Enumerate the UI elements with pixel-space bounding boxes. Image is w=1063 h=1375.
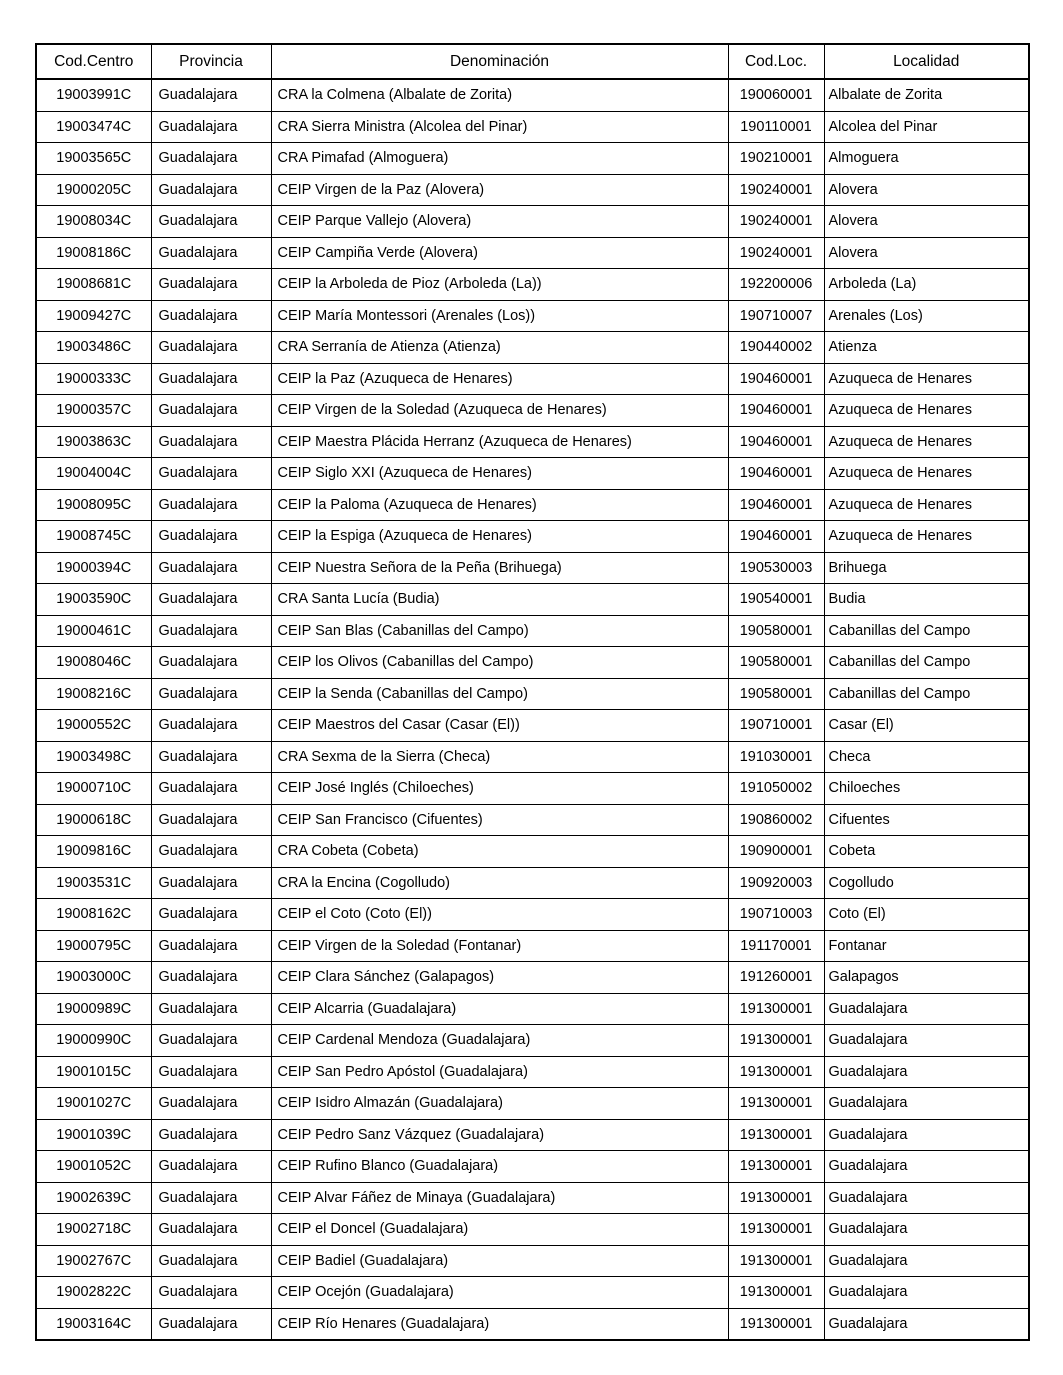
- header-cod-centro: Cod.Centro: [36, 44, 151, 79]
- cell-denominacion: CRA Serranía de Atienza (Atienza): [271, 332, 728, 364]
- cell-provincia: Guadalajara: [151, 1088, 271, 1120]
- cell-denominacion: CEIP Nuestra Señora de la Peña (Brihuega): [271, 552, 728, 584]
- cell-localidad: Guadalajara: [824, 1182, 1029, 1214]
- cell-denominacion: CEIP Virgen de la Paz (Alovera): [271, 174, 728, 206]
- cell-provincia: Guadalajara: [151, 773, 271, 805]
- cell-localidad: Alcolea del Pinar: [824, 111, 1029, 143]
- cell-cod-centro: 19001015C: [36, 1056, 151, 1088]
- cell-cod-centro: 19004004C: [36, 458, 151, 490]
- cell-cod-centro: 19000795C: [36, 930, 151, 962]
- cell-localidad: Arenales (Los): [824, 300, 1029, 332]
- cell-provincia: Guadalajara: [151, 458, 271, 490]
- table-row: [36, 1119, 1029, 1151]
- cell-cod-centro: 19000205C: [36, 174, 151, 206]
- table-row: [36, 237, 1029, 269]
- cell-denominacion: CEIP Virgen de la Soledad (Azuqueca de Henares): [271, 395, 728, 427]
- cell-denominacion: CEIP la Espiga (Azuqueca de Henares): [271, 521, 728, 553]
- cell-cod-loc: 191170001: [728, 930, 824, 962]
- cell-localidad: Atienza: [824, 332, 1029, 364]
- cell-cod-centro: 19003498C: [36, 741, 151, 773]
- cell-cod-centro: 19009816C: [36, 836, 151, 868]
- table-row: [36, 489, 1029, 521]
- table-row: [36, 930, 1029, 962]
- cell-provincia: Guadalajara: [151, 363, 271, 395]
- cell-denominacion: CEIP Rufino Blanco (Guadalajara): [271, 1151, 728, 1183]
- cell-provincia: Guadalajara: [151, 489, 271, 521]
- cell-denominacion: CRA la Encina (Cogolludo): [271, 867, 728, 899]
- cell-cod-loc: 190460001: [728, 458, 824, 490]
- cell-cod-centro: 19000394C: [36, 552, 151, 584]
- cell-cod-centro: 19001052C: [36, 1151, 151, 1183]
- table-row: [36, 804, 1029, 836]
- header-denominacion: Denominación: [271, 44, 728, 79]
- cell-cod-centro: 19008095C: [36, 489, 151, 521]
- cell-cod-loc: 190580001: [728, 615, 824, 647]
- cell-cod-centro: 19003474C: [36, 111, 151, 143]
- table-row: [36, 1182, 1029, 1214]
- table-row: [36, 647, 1029, 679]
- table-row: [36, 1214, 1029, 1246]
- cell-provincia: Guadalajara: [151, 395, 271, 427]
- table-row: [36, 363, 1029, 395]
- cell-cod-loc: 191030001: [728, 741, 824, 773]
- cell-denominacion: CEIP Campiña Verde (Alovera): [271, 237, 728, 269]
- cell-cod-loc: 190110001: [728, 111, 824, 143]
- cell-cod-loc: 190580001: [728, 647, 824, 679]
- cell-cod-centro: 19000990C: [36, 1025, 151, 1057]
- table-row: [36, 395, 1029, 427]
- cell-denominacion: CEIP Río Henares (Guadalajara): [271, 1308, 728, 1340]
- cell-cod-centro: 19000461C: [36, 615, 151, 647]
- cell-cod-loc: 191300001: [728, 1151, 824, 1183]
- cell-cod-loc: 190460001: [728, 395, 824, 427]
- cell-denominacion: CEIP Maestros del Casar (Casar (El)): [271, 710, 728, 742]
- table-row: [36, 1245, 1029, 1277]
- cell-localidad: Coto (El): [824, 899, 1029, 931]
- cell-localidad: Casar (El): [824, 710, 1029, 742]
- cell-cod-loc: 190460001: [728, 521, 824, 553]
- cell-cod-centro: 19003863C: [36, 426, 151, 458]
- cell-denominacion: CEIP San Blas (Cabanillas del Campo): [271, 615, 728, 647]
- cell-provincia: Guadalajara: [151, 552, 271, 584]
- table-row: [36, 1151, 1029, 1183]
- cell-provincia: Guadalajara: [151, 1214, 271, 1246]
- cell-localidad: Brihuega: [824, 552, 1029, 584]
- cell-localidad: Azuqueca de Henares: [824, 521, 1029, 553]
- cell-cod-loc: 190900001: [728, 836, 824, 868]
- cell-denominacion: CEIP la Arboleda de Pioz (Arboleda (La)): [271, 269, 728, 301]
- cell-denominacion: CEIP San Francisco (Cifuentes): [271, 804, 728, 836]
- cell-denominacion: CEIP Maestra Plácida Herranz (Azuqueca de Henares): [271, 426, 728, 458]
- cell-cod-centro: 19008745C: [36, 521, 151, 553]
- cell-localidad: Guadalajara: [824, 1119, 1029, 1151]
- cell-provincia: Guadalajara: [151, 206, 271, 238]
- cell-localidad: Azuqueca de Henares: [824, 426, 1029, 458]
- cell-denominacion: CEIP Badiel (Guadalajara): [271, 1245, 728, 1277]
- cell-cod-loc: 190060001: [728, 79, 824, 111]
- cell-cod-loc: 190580001: [728, 678, 824, 710]
- cell-denominacion: CRA Sierra Ministra (Alcolea del Pinar): [271, 111, 728, 143]
- cell-localidad: Albalate de Zorita: [824, 79, 1029, 111]
- cell-provincia: Guadalajara: [151, 678, 271, 710]
- table-row: [36, 836, 1029, 868]
- cell-provincia: Guadalajara: [151, 332, 271, 364]
- cell-localidad: Cabanillas del Campo: [824, 678, 1029, 710]
- cell-localidad: Galapagos: [824, 962, 1029, 994]
- cell-provincia: Guadalajara: [151, 710, 271, 742]
- cell-cod-centro: 19000710C: [36, 773, 151, 805]
- cell-cod-loc: 190210001: [728, 143, 824, 175]
- cell-cod-centro: 19003000C: [36, 962, 151, 994]
- cell-cod-centro: 19002822C: [36, 1277, 151, 1309]
- cell-denominacion: CEIP Pedro Sanz Vázquez (Guadalajara): [271, 1119, 728, 1151]
- header-localidad: Localidad: [824, 44, 1029, 79]
- table-row: [36, 584, 1029, 616]
- table-row: [36, 615, 1029, 647]
- cell-provincia: Guadalajara: [151, 1119, 271, 1151]
- table-row: [36, 206, 1029, 238]
- header-cod-loc: Cod.Loc.: [728, 44, 824, 79]
- cell-localidad: Guadalajara: [824, 1245, 1029, 1277]
- cell-cod-centro: 19003486C: [36, 332, 151, 364]
- cell-localidad: Guadalajara: [824, 993, 1029, 1025]
- cell-provincia: Guadalajara: [151, 836, 271, 868]
- cell-provincia: Guadalajara: [151, 79, 271, 111]
- cell-cod-loc: 191300001: [728, 1277, 824, 1309]
- cell-denominacion: CEIP Ocejón (Guadalajara): [271, 1277, 728, 1309]
- cell-cod-loc: 191300001: [728, 1025, 824, 1057]
- table-row: [36, 710, 1029, 742]
- cell-provincia: Guadalajara: [151, 1151, 271, 1183]
- cell-provincia: Guadalajara: [151, 962, 271, 994]
- cell-cod-centro: 19008034C: [36, 206, 151, 238]
- cell-cod-loc: 191300001: [728, 1119, 824, 1151]
- cell-localidad: Azuqueca de Henares: [824, 458, 1029, 490]
- cell-cod-loc: 191260001: [728, 962, 824, 994]
- cell-cod-centro: 19002639C: [36, 1182, 151, 1214]
- cell-provincia: Guadalajara: [151, 993, 271, 1025]
- cell-cod-centro: 19000333C: [36, 363, 151, 395]
- cell-localidad: Guadalajara: [824, 1151, 1029, 1183]
- cell-cod-loc: 190710007: [728, 300, 824, 332]
- cell-denominacion: CEIP Virgen de la Soledad (Fontanar): [271, 930, 728, 962]
- cell-provincia: Guadalajara: [151, 1056, 271, 1088]
- cell-localidad: Guadalajara: [824, 1088, 1029, 1120]
- cell-cod-centro: 19000989C: [36, 993, 151, 1025]
- cell-provincia: Guadalajara: [151, 1277, 271, 1309]
- cell-localidad: Cobeta: [824, 836, 1029, 868]
- cell-cod-centro: 19003991C: [36, 79, 151, 111]
- cell-cod-loc: 190240001: [728, 174, 824, 206]
- cell-denominacion: CRA la Colmena (Albalate de Zorita): [271, 79, 728, 111]
- cell-denominacion: CRA Pimafad (Almoguera): [271, 143, 728, 175]
- cell-provincia: Guadalajara: [151, 804, 271, 836]
- cell-localidad: Budia: [824, 584, 1029, 616]
- cell-cod-loc: 191300001: [728, 1182, 824, 1214]
- table-row: [36, 269, 1029, 301]
- cell-denominacion: CEIP los Olivos (Cabanillas del Campo): [271, 647, 728, 679]
- cell-denominacion: CEIP María Montessori (Arenales (Los)): [271, 300, 728, 332]
- cell-cod-loc: 190710003: [728, 899, 824, 931]
- cell-provincia: Guadalajara: [151, 426, 271, 458]
- table-row: [36, 174, 1029, 206]
- cell-cod-loc: 190920003: [728, 867, 824, 899]
- table-row: [36, 741, 1029, 773]
- table-row: [36, 1025, 1029, 1057]
- cell-cod-centro: 19008681C: [36, 269, 151, 301]
- cell-cod-loc: 190530003: [728, 552, 824, 584]
- cell-cod-centro: 19008186C: [36, 237, 151, 269]
- cell-localidad: Guadalajara: [824, 1277, 1029, 1309]
- cell-localidad: Cabanillas del Campo: [824, 615, 1029, 647]
- cell-localidad: Guadalajara: [824, 1056, 1029, 1088]
- cell-cod-loc: 191300001: [728, 1056, 824, 1088]
- cell-provincia: Guadalajara: [151, 1025, 271, 1057]
- cell-cod-loc: 192200006: [728, 269, 824, 301]
- table-row: [36, 332, 1029, 364]
- cell-denominacion: CEIP Parque Vallejo (Alovera): [271, 206, 728, 238]
- cell-cod-centro: 19000618C: [36, 804, 151, 836]
- table-row: [36, 867, 1029, 899]
- cell-cod-loc: 191050002: [728, 773, 824, 805]
- cell-denominacion: CEIP Clara Sánchez (Galapagos): [271, 962, 728, 994]
- cell-provincia: Guadalajara: [151, 615, 271, 647]
- table-row: [36, 678, 1029, 710]
- cell-denominacion: CEIP el Doncel (Guadalajara): [271, 1214, 728, 1246]
- schools-table: [35, 43, 1030, 1341]
- cell-provincia: Guadalajara: [151, 174, 271, 206]
- cell-cod-loc: 190860002: [728, 804, 824, 836]
- cell-localidad: Cabanillas del Campo: [824, 647, 1029, 679]
- cell-cod-loc: 191300001: [728, 1308, 824, 1340]
- cell-localidad: Arboleda (La): [824, 269, 1029, 301]
- cell-cod-centro: 19003531C: [36, 867, 151, 899]
- cell-localidad: Chiloeches: [824, 773, 1029, 805]
- cell-cod-centro: 19001027C: [36, 1088, 151, 1120]
- cell-localidad: Alovera: [824, 174, 1029, 206]
- table-row: [36, 458, 1029, 490]
- cell-denominacion: CEIP Isidro Almazán (Guadalajara): [271, 1088, 728, 1120]
- cell-cod-centro: 19003164C: [36, 1308, 151, 1340]
- cell-provincia: Guadalajara: [151, 111, 271, 143]
- table-row: [36, 962, 1029, 994]
- cell-cod-loc: 191300001: [728, 1245, 824, 1277]
- cell-cod-loc: 190240001: [728, 237, 824, 269]
- table-row: [36, 426, 1029, 458]
- cell-denominacion: CEIP José Inglés (Chiloeches): [271, 773, 728, 805]
- cell-denominacion: CEIP la Paz (Azuqueca de Henares): [271, 363, 728, 395]
- cell-provincia: Guadalajara: [151, 521, 271, 553]
- cell-denominacion: CEIP Alcarria (Guadalajara): [271, 993, 728, 1025]
- cell-provincia: Guadalajara: [151, 1245, 271, 1277]
- table-row: [36, 111, 1029, 143]
- cell-denominacion: CEIP Cardenal Mendoza (Guadalajara): [271, 1025, 728, 1057]
- table-row: [36, 300, 1029, 332]
- cell-denominacion: CRA Santa Lucía (Budia): [271, 584, 728, 616]
- table-row: [36, 143, 1029, 175]
- cell-localidad: Guadalajara: [824, 1214, 1029, 1246]
- cell-localidad: Alovera: [824, 206, 1029, 238]
- cell-localidad: Cifuentes: [824, 804, 1029, 836]
- cell-cod-loc: 190460001: [728, 426, 824, 458]
- table-row: [36, 899, 1029, 931]
- table-row: [36, 773, 1029, 805]
- cell-denominacion: CRA Sexma de la Sierra (Checa): [271, 741, 728, 773]
- cell-cod-centro: 19009427C: [36, 300, 151, 332]
- table-header: [36, 44, 1029, 79]
- cell-provincia: Guadalajara: [151, 899, 271, 931]
- table-row: [36, 1056, 1029, 1088]
- cell-cod-centro: 19000552C: [36, 710, 151, 742]
- cell-provincia: Guadalajara: [151, 741, 271, 773]
- cell-denominacion: CEIP la Senda (Cabanillas del Campo): [271, 678, 728, 710]
- cell-provincia: Guadalajara: [151, 143, 271, 175]
- cell-localidad: Azuqueca de Henares: [824, 395, 1029, 427]
- cell-cod-centro: 19003565C: [36, 143, 151, 175]
- table-row: [36, 552, 1029, 584]
- table-row: [36, 1088, 1029, 1120]
- cell-localidad: Fontanar: [824, 930, 1029, 962]
- cell-provincia: Guadalajara: [151, 1308, 271, 1340]
- cell-cod-loc: 190710001: [728, 710, 824, 742]
- table-row: [36, 1308, 1029, 1340]
- cell-cod-loc: 191300001: [728, 1088, 824, 1120]
- cell-cod-loc: 190540001: [728, 584, 824, 616]
- cell-provincia: Guadalajara: [151, 584, 271, 616]
- cell-denominacion: CEIP la Paloma (Azuqueca de Henares): [271, 489, 728, 521]
- table-row: [36, 993, 1029, 1025]
- cell-cod-centro: 19008162C: [36, 899, 151, 931]
- cell-cod-centro: 19003590C: [36, 584, 151, 616]
- cell-provincia: Guadalajara: [151, 930, 271, 962]
- table-body: [36, 79, 1029, 1340]
- cell-provincia: Guadalajara: [151, 1182, 271, 1214]
- header-provincia: Provincia: [151, 44, 271, 79]
- cell-denominacion: CEIP San Pedro Apóstol (Guadalajara): [271, 1056, 728, 1088]
- cell-cod-centro: 19002767C: [36, 1245, 151, 1277]
- cell-cod-centro: 19001039C: [36, 1119, 151, 1151]
- cell-provincia: Guadalajara: [151, 300, 271, 332]
- cell-cod-loc: 191300001: [728, 1214, 824, 1246]
- cell-localidad: Guadalajara: [824, 1308, 1029, 1340]
- cell-cod-loc: 190460001: [728, 363, 824, 395]
- cell-localidad: Checa: [824, 741, 1029, 773]
- cell-cod-centro: 19008046C: [36, 647, 151, 679]
- cell-cod-centro: 19002718C: [36, 1214, 151, 1246]
- cell-localidad: Cogolludo: [824, 867, 1029, 899]
- cell-cod-loc: 190240001: [728, 206, 824, 238]
- cell-provincia: Guadalajara: [151, 867, 271, 899]
- cell-localidad: Alovera: [824, 237, 1029, 269]
- cell-denominacion: CRA Cobeta (Cobeta): [271, 836, 728, 868]
- cell-cod-loc: 190440002: [728, 332, 824, 364]
- cell-cod-loc: 191300001: [728, 993, 824, 1025]
- cell-denominacion: CEIP Alvar Fáñez de Minaya (Guadalajara): [271, 1182, 728, 1214]
- cell-cod-centro: 19008216C: [36, 678, 151, 710]
- table-row: [36, 521, 1029, 553]
- table-row: [36, 79, 1029, 111]
- cell-cod-loc: 190460001: [728, 489, 824, 521]
- cell-provincia: Guadalajara: [151, 647, 271, 679]
- cell-localidad: Almoguera: [824, 143, 1029, 175]
- cell-provincia: Guadalajara: [151, 237, 271, 269]
- cell-provincia: Guadalajara: [151, 269, 271, 301]
- header-row: [36, 44, 1029, 79]
- cell-localidad: Azuqueca de Henares: [824, 489, 1029, 521]
- cell-cod-centro: 19000357C: [36, 395, 151, 427]
- table-row: [36, 1277, 1029, 1309]
- cell-localidad: Azuqueca de Henares: [824, 363, 1029, 395]
- cell-denominacion: CEIP Siglo XXI (Azuqueca de Henares): [271, 458, 728, 490]
- cell-denominacion: CEIP el Coto (Coto (El)): [271, 899, 728, 931]
- cell-localidad: Guadalajara: [824, 1025, 1029, 1057]
